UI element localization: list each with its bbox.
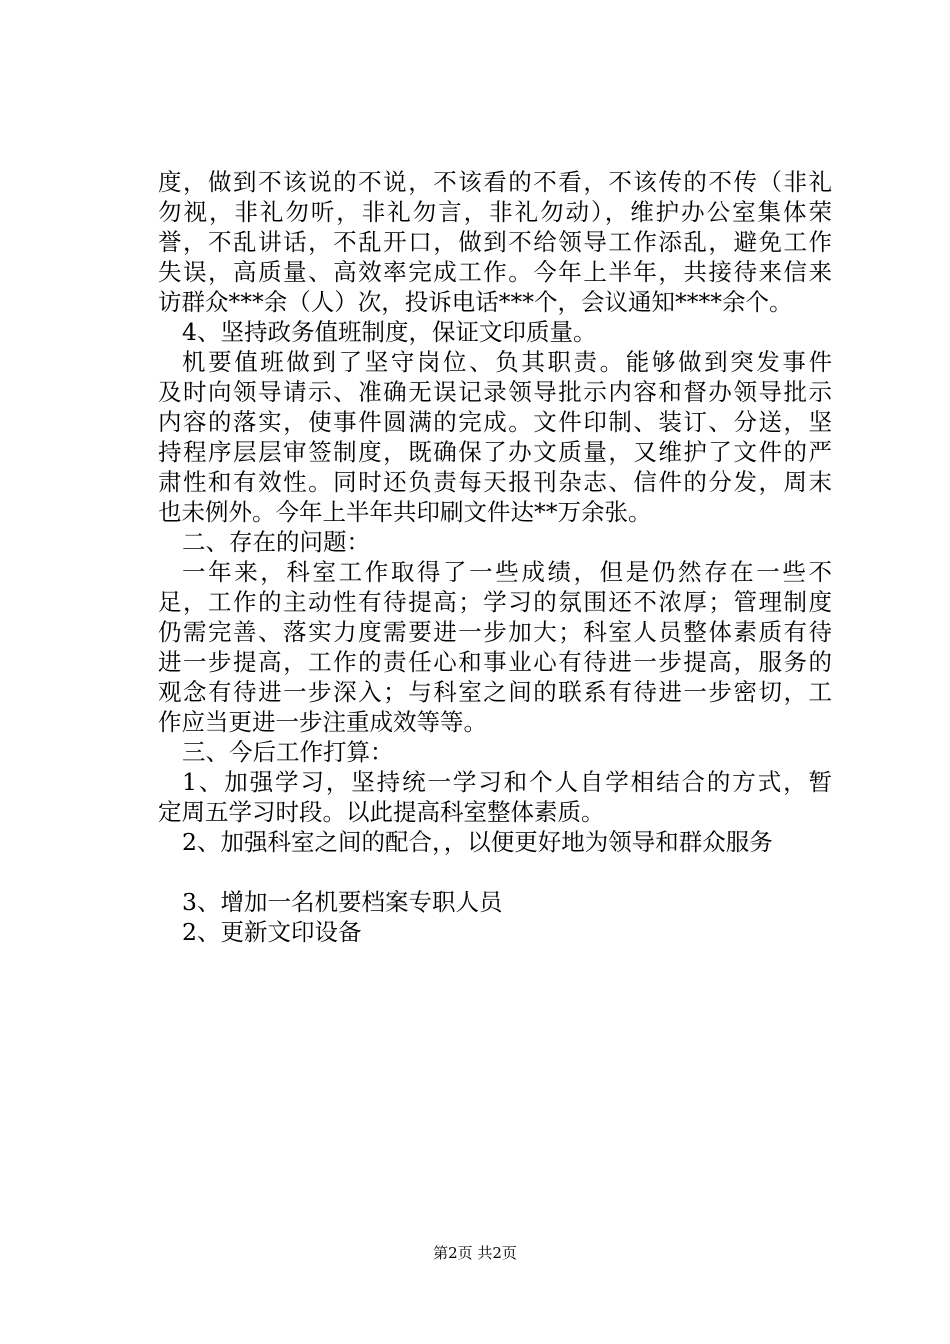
- text-line: 4、坚持政务值班制度，保证文印质量。: [182, 318, 597, 346]
- text-line: 勿视，非礼勿听，非礼勿言，非礼勿动），维护办公室集体荣: [158, 198, 832, 226]
- text-line: 度，做到不该说的不说，不该看的不看，不该传的不传（非礼: [158, 168, 832, 196]
- paragraph: [158, 557, 832, 737]
- text-line: 肃性和有效性。同时还负责每天报刊杂志、信件的分发，周末: [158, 468, 832, 496]
- text-line: 一年来，科室工作取得了一些成绩，但是仍然存在一些不: [182, 558, 832, 586]
- paragraph: [158, 767, 832, 827]
- text-line: 也未例外。今年上半年共印刷文件达**万余张。: [158, 498, 652, 526]
- text-line: 足，工作的主动性有待提高；学习的氛围还不浓厚；管理制度: [158, 588, 832, 616]
- text-line: 内容的落实，使事件圆满的完成。文件印制、装订、分送，坚: [158, 408, 832, 436]
- text-line: 2、更新文印设备: [182, 918, 362, 946]
- text-line: 二、存在的问题：: [182, 528, 370, 556]
- text-line: 持程序层层审签制度，既确保了办文质量，又维护了文件的严: [158, 438, 832, 466]
- text-line: 失误，高质量、高效率完成工作。今年上半年，共接待来信来: [158, 258, 832, 286]
- paragraph: [158, 827, 832, 857]
- text-line: 进一步提高，工作的责任心和事业心有待进一步提高，服务的: [158, 648, 832, 676]
- text-line: 观念有待进一步深入；与科室之间的联系有待进一步密切，工: [158, 678, 832, 706]
- paragraph: [158, 737, 832, 767]
- paragraph: [158, 347, 832, 527]
- text-line: 2、加强科室之间的配合，，以便更好地为领导和群众服务: [182, 828, 773, 856]
- paragraph: [158, 917, 832, 947]
- document-body: [158, 167, 832, 947]
- blank-line: [158, 857, 832, 887]
- text-line: 1、加强学习，坚持统一学习和个人自学相结合的方式，暂: [182, 768, 832, 796]
- text-line: 作应当更进一步注重成效等等。: [158, 708, 487, 736]
- page-footer: 第2页 共2页: [433, 1244, 517, 1262]
- text-line: 3、增加一名机要档案专职人员: [182, 888, 503, 916]
- text-line: 誉，不乱讲话，不乱开口，做到不给领导工作添乱，避免工作: [158, 228, 832, 256]
- paragraph: [158, 167, 832, 317]
- paragraph: [158, 317, 832, 347]
- text-line: 机要值班做到了坚守岗位、负其职责。能够做到突发事件: [182, 348, 832, 376]
- text-line: 访群众***余（人）次，投诉电话***个，会议通知****余个。: [158, 288, 793, 316]
- text-line: 三、今后工作打算：: [182, 738, 394, 766]
- text-line: 及时向领导请示、准确无误记录领导批示内容和督办领导批示: [158, 378, 832, 406]
- paragraph: [158, 887, 832, 917]
- paragraph: [158, 527, 832, 557]
- text-line: 仍需完善、落实力度需要进一步加大；科室人员整体素质有待: [158, 618, 832, 646]
- text-line: 定周五学习时段。以此提高科室整体素质。: [158, 798, 605, 826]
